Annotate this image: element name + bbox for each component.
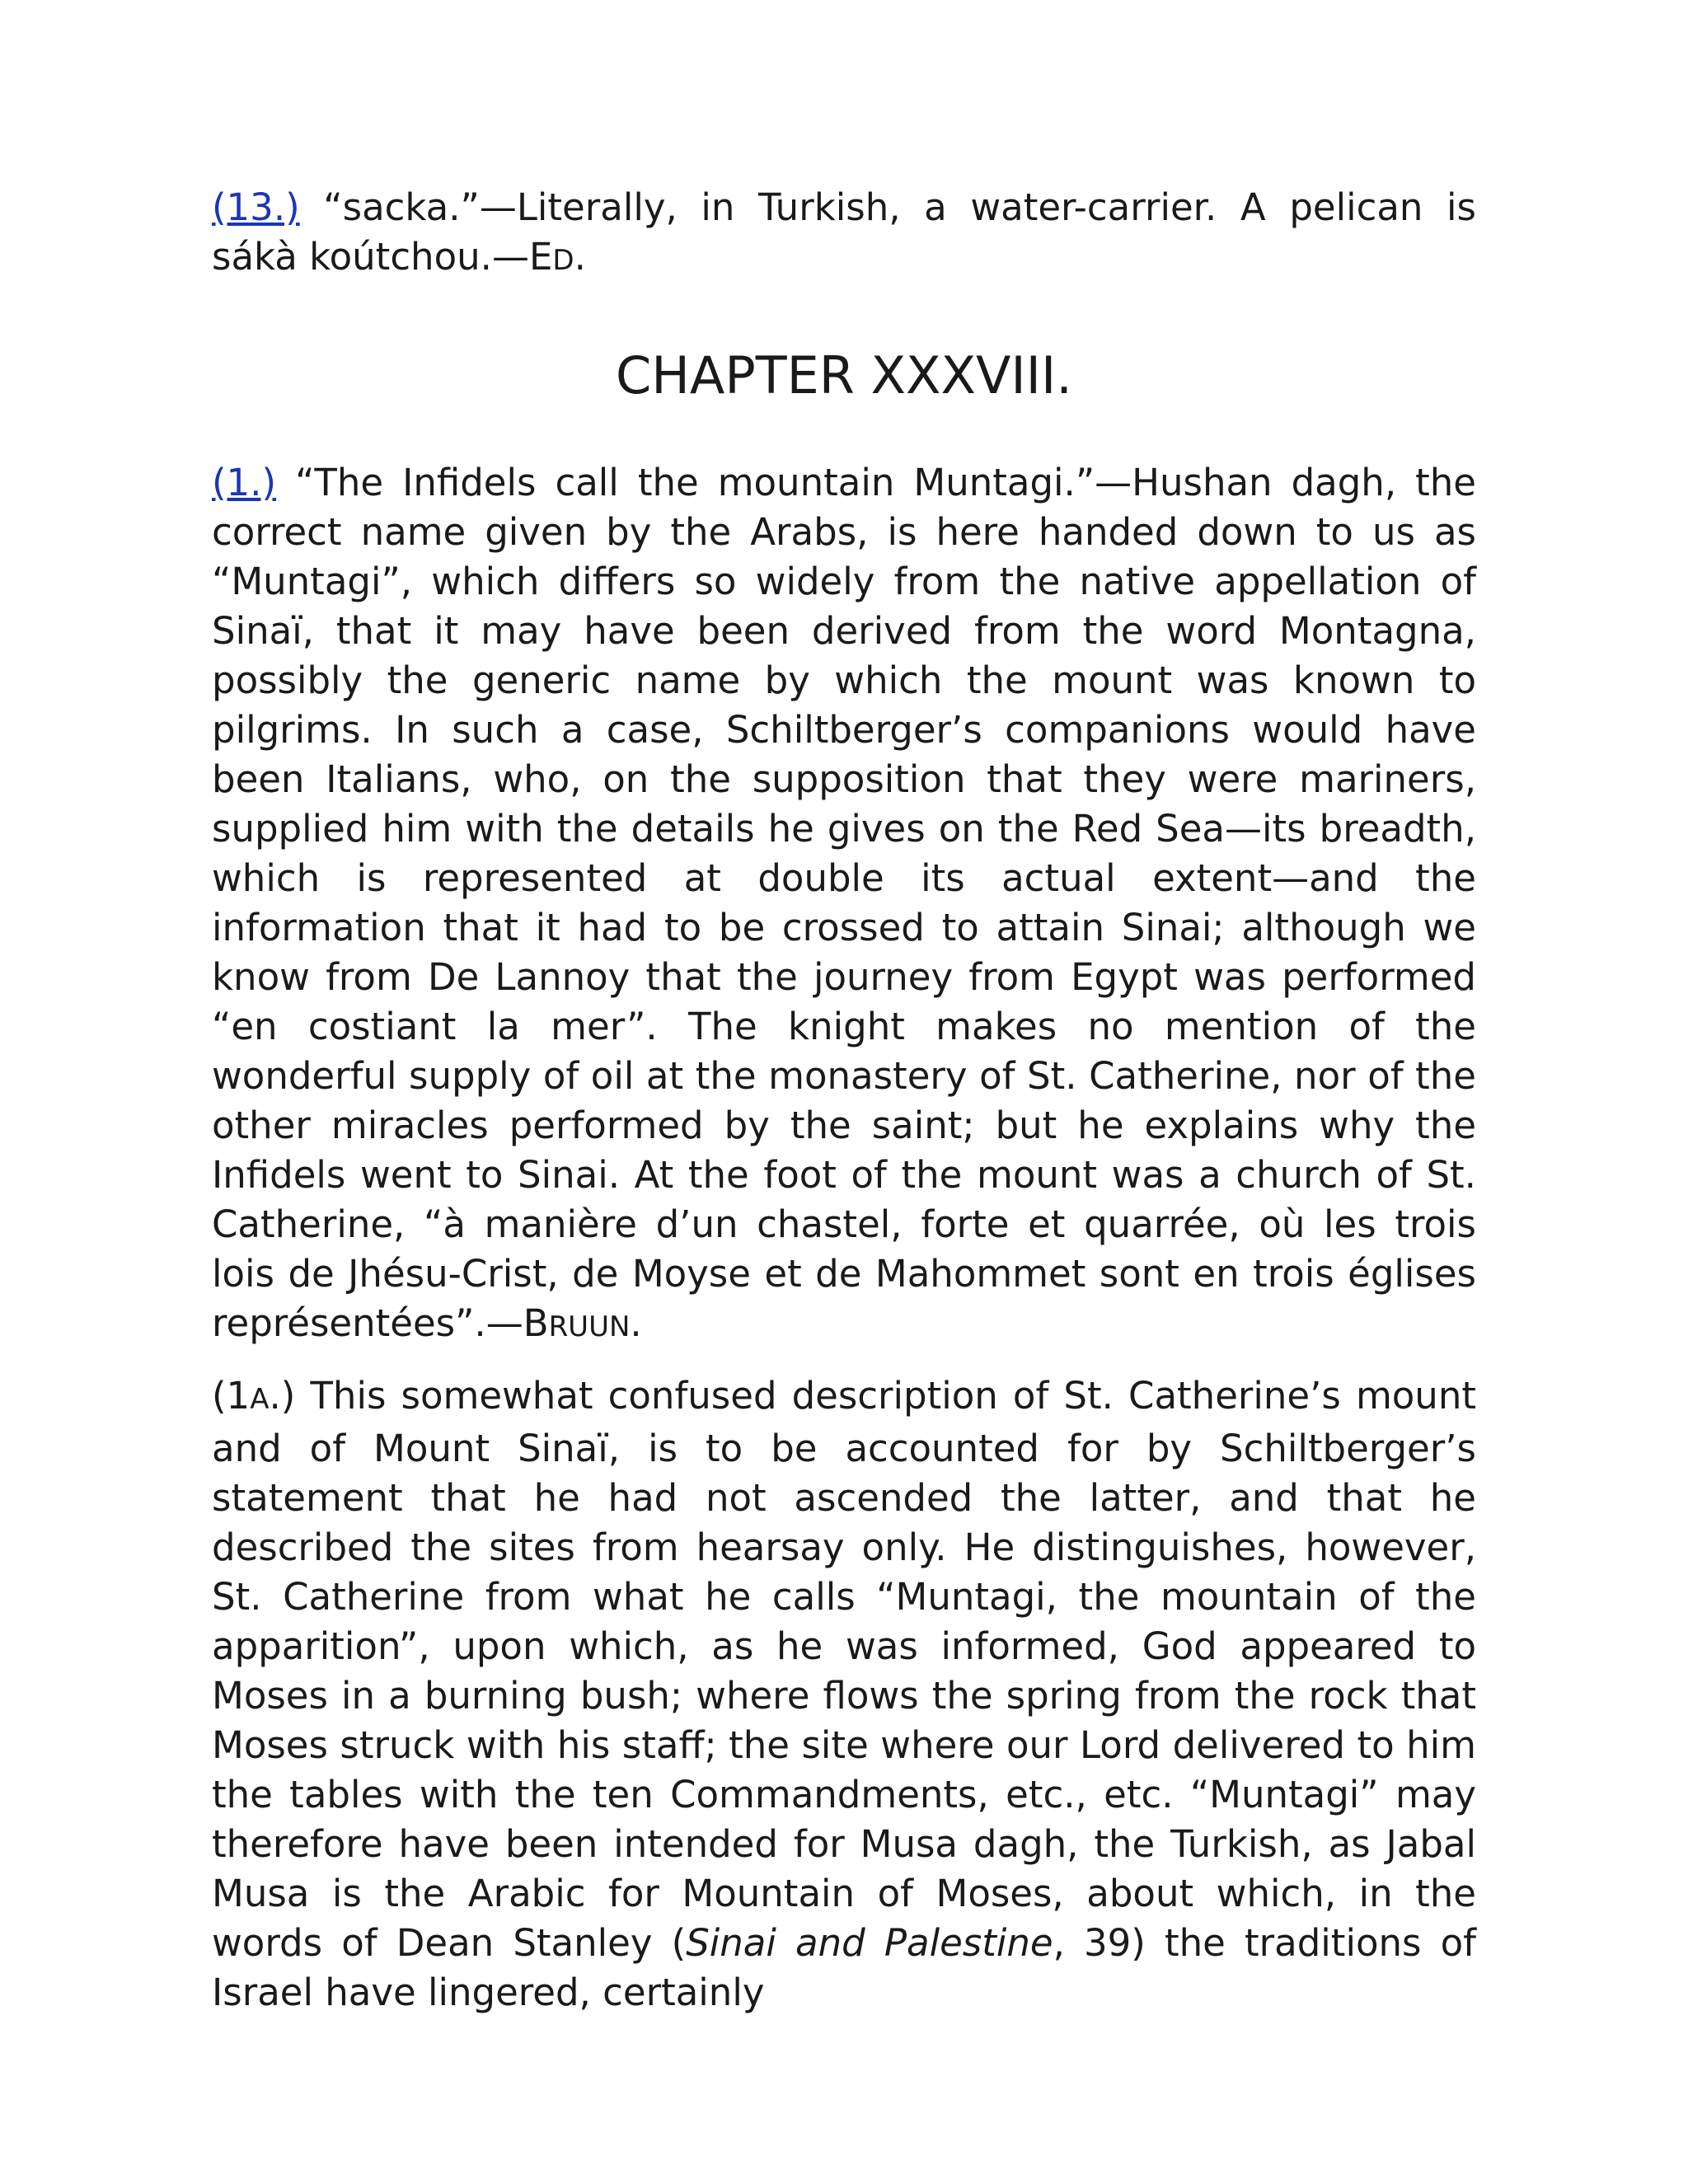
footnote-1-author-sig: RUUN [548, 1310, 631, 1343]
footnote-1-text: “The Infidels call the mountain Muntagi.”—Hushan dagh, the correct name given by the Arabs, is here handed down to us as “Muntagi”, which differs so widely from the native appellation of Sinaï, that it may have been derived from the word Montagna, possibly the generic name by which the mount was known to pilgrims. In such a case, Schiltberger’s companions would have been Italians, who, on the supposition that they were mariners, supplied him with the details he gives on the Red Sea—its breadth, which is represented at double its actual extent—and the information that it had to be crossed to attain Sinai; although we know from De Lannoy that the journey from Egypt was performed “en costiant la mer”. The knight makes no mention of the wonderful supply of oil at the monastery of St. Catherine, nor of the other miracles performed by the saint; but he explains why the Infidels went to Sinai. At the foot of the mount was a church of St. Catherine, “à manière d’un chastel, forte et quarrée, où les trois lois de Jhésu-Crist, de Moyse et de Mahommet sont en trois églises représentées”.—B [212, 461, 1476, 1345]
chapter-heading: CHAPTER XXXVIII. [616, 345, 1072, 405]
footnote-1a-text: This somewhat confused description of St. Catherine’s mount and of Mount Sinaï, is to be accounted for by Schiltberger’s statement that he had not ascended the latter, and that he described the sites from hearsay only. He distinguishes, however, St. Catherine from what he calls “Muntagi, the mountain of the apparition”, upon which, as he was informed, God appeared to Moses in a burning bush; where flows the spring from the rock that Moses struck with his staff; the site where our Lord delivered to him the tables with the ten Commandments, etc., etc. “Muntagi” may therefore have been intended for Musa dagh, the Turkish, as Jabal Musa is the Arabic for Mountain of Moses, about which, in the words of Dean Stanley ( [212, 1374, 1476, 1965]
footnote-1a-text-after: , 39) the traditions of Israel have lingered, certainly [212, 1921, 1476, 2014]
footnote-1 [212, 458, 1476, 1352]
footnote-13-end: . [574, 235, 586, 279]
footnote-1a-book-title: Sinai and Palestine [686, 1921, 1053, 1965]
footnote-1a [212, 1371, 1476, 2018]
footnote-1a-open: (1 [212, 1374, 251, 1418]
page-content [212, 183, 1476, 2018]
footnote-1a-ref-letter: A [250, 1383, 270, 1416]
footnote-13-editor-sig: D [552, 244, 574, 277]
footnote-13-text: “sacka.”—Literally, in Turkish, a water-carrier. A pelican is sákà koútchou.—E [212, 185, 1476, 279]
footnote-1-end: . [630, 1301, 642, 1345]
footnote-1a-close: .) [269, 1374, 296, 1418]
footnote-13 [212, 183, 1476, 285]
footnote-13-ref-link[interactable]: (13.) [212, 185, 300, 229]
footnote-1-ref-link[interactable]: (1.) [212, 461, 277, 504]
